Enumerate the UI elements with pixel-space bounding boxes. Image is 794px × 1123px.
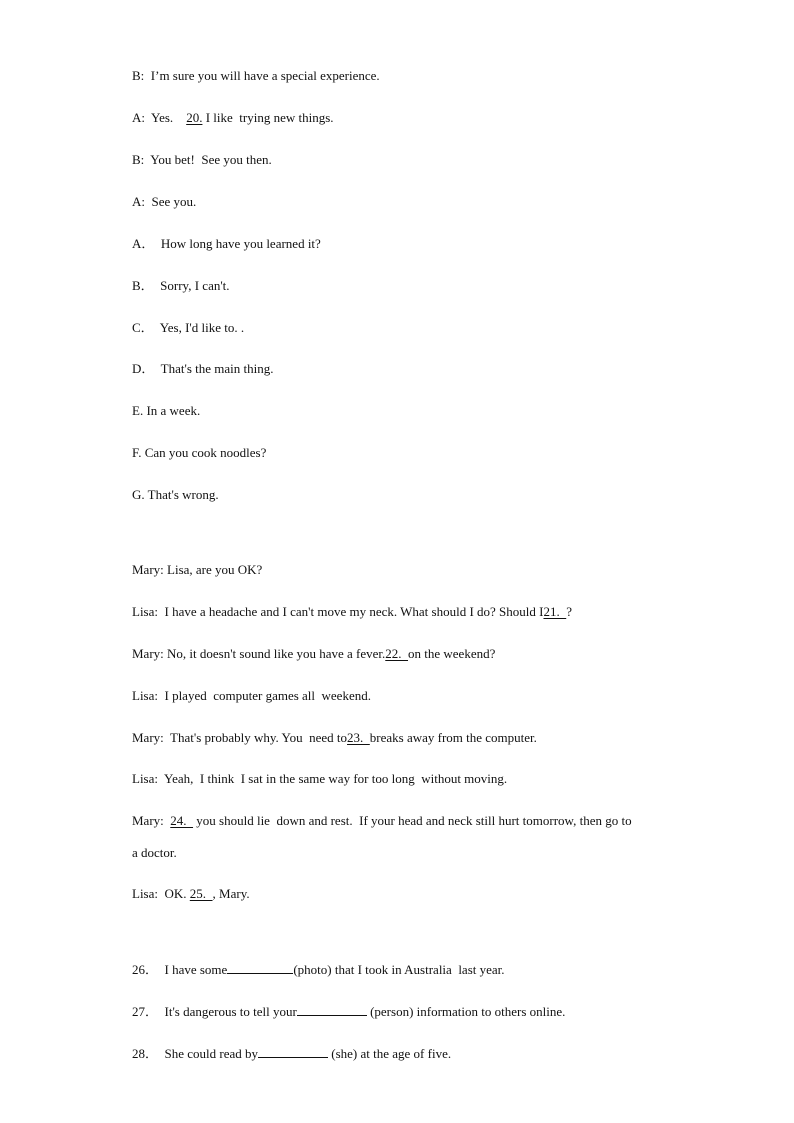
- option-a: A． How long have you learned it?: [132, 236, 321, 251]
- dialogue-line: Mary: 24. you should lie down and rest. If your head and neck still hurt tomorrow, then go to: [132, 813, 632, 828]
- answer-blank-20[interactable]: 20.: [186, 110, 203, 125]
- question-26: 26． I have some (photo) that I took in Australia last year.: [132, 962, 505, 977]
- dialogue-line: Lisa: OK. 25. , Mary.: [132, 886, 250, 901]
- dialogue-line: Lisa: I have a headache and I can't move my neck. What should I do? Should I21. ?: [132, 604, 572, 619]
- answer-blank-24[interactable]: 24.: [170, 813, 194, 828]
- fill-blank-26[interactable]: [227, 961, 293, 974]
- dialogue-line: B: You bet! See you then.: [132, 152, 272, 167]
- dialogue-line: Mary: Lisa, are you OK?: [132, 562, 263, 577]
- question-28: 28． She could read by (she) at the age of five.: [132, 1046, 452, 1061]
- dialogue-line: a doctor.: [132, 845, 177, 860]
- option-f: F. Can you cook noodles?: [132, 445, 267, 460]
- fill-blank-27[interactable]: [297, 1003, 367, 1016]
- dialogue-line: Mary: No, it doesn't sound like you have a fever.22. on the weekend?: [132, 646, 496, 661]
- fill-blank-28[interactable]: [258, 1045, 328, 1058]
- option-e: E. In a week.: [132, 403, 201, 418]
- question-27: 27． It's dangerous to tell your (person) information to others online.: [132, 1004, 566, 1019]
- dialogue-line: A: Yes. 20. I like trying new things.: [132, 110, 334, 125]
- answer-blank-25[interactable]: 25.: [189, 886, 213, 901]
- option-d: D． That's the main thing.: [132, 361, 274, 376]
- answer-blank-23[interactable]: 23.: [347, 730, 370, 745]
- answer-blank-21[interactable]: 21.: [543, 604, 567, 619]
- option-g: G. That's wrong.: [132, 487, 219, 502]
- answer-blank-22[interactable]: 22.: [385, 646, 409, 661]
- option-b: B． Sorry, I can't.: [132, 278, 230, 293]
- dialogue-line: Lisa: I played computer games all weekend.: [132, 688, 371, 703]
- dialogue-line: Lisa: Yeah, I think I sat in the same way for too long without moving.: [132, 771, 508, 786]
- dialogue-line: A: See you.: [132, 194, 197, 209]
- option-c: C． Yes, I'd like to. .: [132, 320, 245, 335]
- dialogue-line: B: I’m sure you will have a special experience.: [132, 68, 380, 83]
- dialogue-line: Mary: That's probably why. You need to23. breaks away from the computer.: [132, 730, 537, 745]
